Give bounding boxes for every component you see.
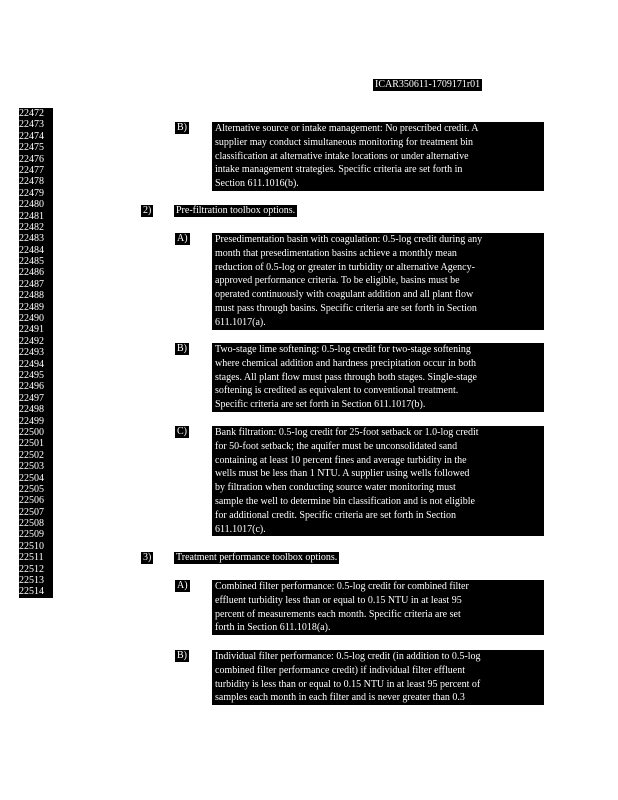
line-number: 22498 [19,404,44,416]
line-number: 22476 [19,153,44,165]
paragraph-line: 611.1017(c). [215,523,266,535]
individual-filter-paragraph [212,650,544,705]
line-number: 22493 [19,347,44,359]
pre-filtration-heading: Pre-filtration toolbox options. [176,205,296,216]
bank-filtration-paragraph [212,426,544,536]
paragraph-line: reduction of 0.5-log or greater in turbidity or alternative Agency- [215,261,475,273]
line-number: 22502 [19,449,44,461]
line-number: 22499 [19,415,44,427]
line-number: 22496 [19,381,44,393]
paragraph-line: percent of measurements each month. Specific criteria are set [215,608,461,620]
paragraph-line: turbidity is less than or equal to 0.15 NTU in at least 95 percent of [215,678,481,690]
line-number: 22508 [19,518,44,530]
line-number: 22478 [19,176,44,188]
paragraph-line: stages. All plant flow must pass through both stages. Single-stage [215,371,477,383]
item-label-b: B) [177,343,187,354]
line-number: 22511 [19,552,44,564]
document-id-header: ICAR350611-1709171r01 [375,79,481,90]
line-number: 22512 [19,563,44,575]
line-number: 22480 [19,199,44,211]
paragraph-line: forth in Section 611.1018(a). [215,622,331,634]
paragraph-line: Presedimentation basin with coagulation: 0.5-log credit during any [215,234,483,245]
paragraph-line: Specific criteria are set forth in Section 611.1017(b). [215,399,426,411]
item-label-a: A) [177,580,188,591]
paragraph-line: Individual filter performance: 0.5-log credit (in addition to 0.5-log [215,651,481,662]
line-number: 22497 [19,392,44,404]
line-number: 22494 [19,358,44,370]
item-label-c: C) [177,426,187,437]
paragraph-line: intake management strategies. Specific criteria are set forth in [215,164,463,176]
paragraph-line: combined filter performance credit) if individual filter effluent [215,664,465,676]
line-number: 22513 [19,575,44,587]
line-number: 22482 [19,221,44,233]
paragraph-line: by filtration when conducting source water monitoring must [215,482,456,494]
paragraph-line: for additional credit. Specific criteria are set forth in Section [215,509,457,521]
line-number: 22487 [19,278,44,290]
paragraph-line: supplier may conduct simultaneous monitoring for treatment bin [215,136,474,148]
paragraph-line: where chemical addition and hardness precipitation occur in both [215,357,477,369]
paragraph-line: Alternative source or intake management: No prescribed credit. A [215,123,479,134]
line-number: 22489 [19,301,44,313]
paragraph-line: softening is credited as equivalent to conventional treatment. [215,385,459,397]
presedimentation-paragraph [212,233,544,330]
paragraph-line: Bank filtration: 0.5-log credit for 25-foot setback or 1.0-log credit [215,427,479,438]
item-label-b: B) [177,650,187,661]
paragraph-line: Section 611.1016(b). [215,178,299,190]
line-number-column [19,108,53,598]
paragraph-line: effluent turbidity less than or equal to 0.15 NTU in at least 95 [215,594,462,606]
treatment-performance-heading: Treatment performance toolbox options. [176,552,338,563]
section-number-2: 2) [143,205,152,216]
line-number: 22486 [19,267,44,279]
line-number: 22509 [19,529,44,541]
line-number: 22501 [19,438,44,450]
paragraph-line: containing at least 10 percent fines and average turbidity in the [215,454,467,466]
paragraph-line: month that presedimentation basins achieve a monthly mean [215,247,457,259]
paragraph-line: Two-stage lime softening: 0.5-log credit for two-stage softening [215,344,471,355]
line-number: 22495 [19,369,44,381]
line-number: 22500 [19,426,44,438]
item-label-a: A) [177,233,188,244]
line-number: 22490 [19,313,44,325]
line-number: 22479 [19,187,44,199]
paragraph-line: Combined filter performance: 0.5-log credit for combined filter [215,581,469,592]
paragraph-line: operated continuously with coagulant addition and all plant flow [215,289,474,301]
paragraph-line: samples each month in each filter and is never greater than 0.3 [215,692,465,704]
lime-softening-paragraph [212,343,544,412]
item-label-b: B) [177,122,187,133]
section-number-3: 3) [143,552,152,563]
paragraph-line: 611.1017(a). [215,316,266,328]
line-number: 22514 [19,586,44,598]
line-number: 22506 [19,495,44,507]
paragraph-line: must pass through basins. Specific criteria are set forth in Section [215,302,477,314]
paragraph-line: wells must be less than 1 NTU. A supplier using wells followed [215,468,470,480]
paragraph-line: sample the well to determine bin classification and is not eligible [215,495,475,507]
line-number: 22491 [19,324,44,336]
line-number: 22485 [19,256,44,268]
line-number: 22474 [19,130,44,142]
line-number: 22492 [19,335,44,347]
line-number: 22483 [19,233,44,245]
line-number: 22488 [19,290,44,302]
combined-filter-paragraph [212,580,544,635]
line-number: 22475 [19,142,44,154]
line-number: 22473 [19,119,44,131]
line-number: 22477 [19,164,44,176]
line-number: 22505 [19,483,44,495]
paragraph-line: approved performance criteria. To be eligible, basins must be [215,275,460,287]
line-number: 22510 [19,540,44,552]
line-number: 22481 [19,210,44,222]
line-number: 22503 [19,461,44,473]
line-number: 22507 [19,506,44,518]
paragraph-line: for 50-foot setback; the aquifer must be unconsolidated sand [215,440,458,452]
line-number: 22472 [19,108,44,119]
line-number: 22484 [19,244,44,256]
paragraph-line: classification at alternative intake locations or under alternative [215,150,469,162]
alternative-source-paragraph [212,122,544,191]
line-number: 22504 [19,472,44,484]
